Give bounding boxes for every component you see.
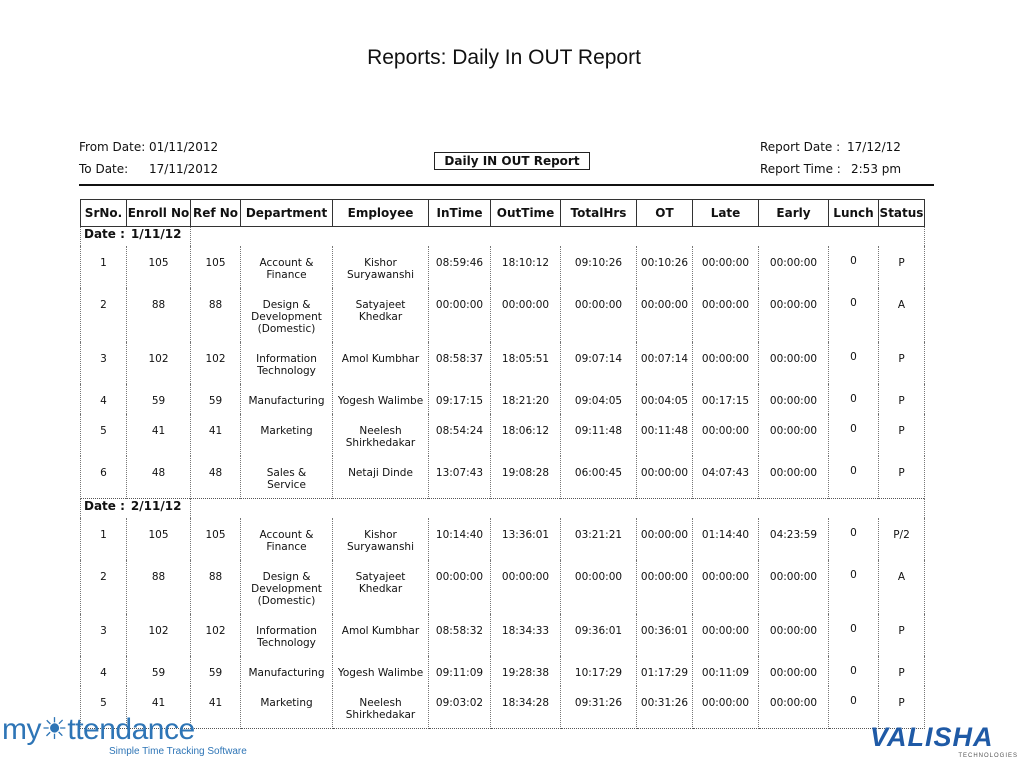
cell-status: A [879,288,925,342]
cell-in: 10:14:40 [429,518,491,560]
cell-emp: Kishor Suryawanshi [333,246,429,288]
cell-out: 19:28:38 [491,656,561,686]
cell-enroll: 59 [127,384,191,414]
cell-ref: 41 [191,686,241,729]
column-header: Late [693,200,759,227]
date-group-spacer [191,227,925,247]
cell-status: P [879,456,925,499]
cell-lunch: 0 [829,614,879,656]
cell-emp: Satyajeet Khedkar [333,288,429,342]
cell-lunch: 0 [829,686,879,729]
cell-out: 18:05:51 [491,342,561,384]
to-date-value: 17/11/2012 [149,162,219,176]
cell-out: 00:00:00 [491,560,561,614]
cell-out: 00:00:00 [491,288,561,342]
cell-dept: Information Technology [241,342,333,384]
column-header: OT [637,200,693,227]
cell-ref: 105 [191,518,241,560]
date-group-label [81,499,191,519]
cell-in: 00:00:00 [429,288,491,342]
cell-ref: 59 [191,384,241,414]
cell-late: 01:14:40 [693,518,759,560]
cell-in: 09:11:09 [429,656,491,686]
cell-sr: 3 [81,614,127,656]
cell-lunch: 0 [829,456,879,499]
cell-in: 13:07:43 [429,456,491,499]
cell-total: 00:00:00 [561,560,637,614]
cell-early: 00:00:00 [759,288,829,342]
cell-status: P [879,414,925,456]
report-title-box: Daily IN OUT Report [434,152,590,170]
column-header: TotalHrs [561,200,637,227]
cell-early: 00:00:00 [759,414,829,456]
cell-lunch: 0 [829,518,879,560]
cell-sr: 4 [81,384,127,414]
cell-ot: 00:10:26 [637,246,693,288]
cell-ref: 88 [191,288,241,342]
header-rule [79,184,934,186]
cell-early: 00:00:00 [759,656,829,686]
cell-late: 00:11:09 [693,656,759,686]
table-header-row [81,200,925,227]
cell-total: 09:31:26 [561,686,637,729]
myattendance-logo [2,712,252,762]
cell-total: 00:00:00 [561,288,637,342]
column-header: Early [759,200,829,227]
report-date-label: Report Date : [760,140,841,154]
cell-dept: Account & Finance [241,246,333,288]
date-group-label [81,227,191,247]
cell-early: 00:00:00 [759,456,829,499]
valisha-logo-word: VALISHA [870,722,994,752]
slide-title: Reports: Daily In OUT Report [367,46,641,69]
cell-in: 08:54:24 [429,414,491,456]
report-date [760,140,901,154]
cell-out: 18:21:20 [491,384,561,414]
cell-enroll: 88 [127,288,191,342]
column-header: InTime [429,200,491,227]
cell-enroll: 41 [127,686,191,729]
cell-late: 00:00:00 [693,560,759,614]
cell-dept: Marketing [241,414,333,456]
table-row [81,288,925,342]
cell-dept: Sales & Service [241,456,333,499]
cell-ref: 102 [191,342,241,384]
cell-status: P [879,686,925,729]
report-table [80,199,925,729]
cell-sr: 3 [81,342,127,384]
cell-out: 18:34:28 [491,686,561,729]
date-group-row [81,499,925,519]
cell-in: 00:00:00 [429,560,491,614]
cell-out: 18:34:33 [491,614,561,656]
table-row [81,614,925,656]
cell-emp: Amol Kumbhar [333,614,429,656]
cell-dept: Design & Development (Domestic) [241,288,333,342]
report-time-value: 2:53 pm [851,162,902,176]
column-header: Employee [333,200,429,227]
cell-lunch: 0 [829,656,879,686]
cell-total: 09:11:48 [561,414,637,456]
cell-ot: 00:00:00 [637,560,693,614]
table-row [81,656,925,686]
date-prefix: Date : [84,227,125,241]
to-date [79,162,218,176]
cell-enroll: 48 [127,456,191,499]
to-date-label: To Date: [79,162,129,176]
cell-status: A [879,560,925,614]
from-date-value: 01/11/2012 [149,140,219,154]
cell-dept: Marketing [241,686,333,729]
cell-dept: Manufacturing [241,384,333,414]
cell-ot: 00:04:05 [637,384,693,414]
cell-ot: 00:00:00 [637,518,693,560]
column-header: Lunch [829,200,879,227]
cell-ot: 00:00:00 [637,288,693,342]
myattendance-logo-word: my☀ttendance [2,713,195,746]
valisha-tagline: TECHNOLOGIES [958,753,1018,759]
cell-early: 00:00:00 [759,614,829,656]
cell-enroll: 102 [127,342,191,384]
table-row [81,560,925,614]
table-row [81,246,925,288]
cell-in: 08:58:37 [429,342,491,384]
column-header: Enroll No [127,200,191,227]
cell-lunch: 0 [829,414,879,456]
column-header: Department [241,200,333,227]
date-group-row [81,227,925,247]
table-row [81,414,925,456]
cell-lunch: 0 [829,560,879,614]
myattendance-tagline: Simple Time Tracking Software [109,746,247,757]
cell-late: 04:07:43 [693,456,759,499]
from-date [79,140,218,154]
cell-ot: 00:36:01 [637,614,693,656]
cell-dept: Account & Finance [241,518,333,560]
cell-ref: 48 [191,456,241,499]
cell-in: 09:17:15 [429,384,491,414]
cell-total: 06:00:45 [561,456,637,499]
cell-early: 00:00:00 [759,384,829,414]
cell-emp: Yogesh Walimbe [333,656,429,686]
cell-emp: Satyajeet Khedkar [333,560,429,614]
cell-late: 00:00:00 [693,614,759,656]
cell-early: 00:00:00 [759,246,829,288]
cell-ref: 105 [191,246,241,288]
cell-emp: Kishor Suryawanshi [333,518,429,560]
cell-enroll: 105 [127,246,191,288]
cell-enroll: 41 [127,414,191,456]
cell-emp: Neelesh Shirkhedakar [333,686,429,729]
table-row [81,518,925,560]
cell-in: 08:59:46 [429,246,491,288]
column-header: OutTime [491,200,561,227]
cell-enroll: 59 [127,656,191,686]
cell-ref: 102 [191,614,241,656]
cell-total: 09:07:14 [561,342,637,384]
cell-out: 13:36:01 [491,518,561,560]
cell-lunch: 0 [829,288,879,342]
cell-sr: 6 [81,456,127,499]
cell-lunch: 0 [829,384,879,414]
cell-enroll: 105 [127,518,191,560]
valisha-logo [870,722,1022,762]
cell-total: 03:21:21 [561,518,637,560]
cell-dept: Design & Development (Domestic) [241,560,333,614]
table-row [81,384,925,414]
cell-emp: Yogesh Walimbe [333,384,429,414]
cell-late: 00:00:00 [693,246,759,288]
report-time [760,162,901,176]
cell-early: 00:00:00 [759,342,829,384]
column-header: SrNo. [81,200,127,227]
cell-early: 04:23:59 [759,518,829,560]
cell-lunch: 0 [829,246,879,288]
cell-status: P [879,384,925,414]
cell-in: 08:58:32 [429,614,491,656]
cell-total: 09:36:01 [561,614,637,656]
cell-sr: 5 [81,414,127,456]
cell-status: P [879,656,925,686]
cell-total: 10:17:29 [561,656,637,686]
cell-late: 00:00:00 [693,342,759,384]
cell-late: 00:00:00 [693,414,759,456]
column-header: Status [879,200,925,227]
cell-status: P [879,342,925,384]
cell-status: P [879,246,925,288]
date-value: 2/11/12 [130,499,182,513]
cell-ot: 00:07:14 [637,342,693,384]
cell-early: 00:00:00 [759,560,829,614]
cell-emp: Neelesh Shirkhedakar [333,414,429,456]
cell-ot: 00:00:00 [637,456,693,499]
cell-emp: Netaji Dinde [333,456,429,499]
column-header: Ref No [191,200,241,227]
cell-sr: 4 [81,656,127,686]
cell-out: 19:08:28 [491,456,561,499]
cell-sr: 2 [81,288,127,342]
cell-status: P [879,614,925,656]
cell-ref: 59 [191,656,241,686]
cell-out: 18:10:12 [491,246,561,288]
cell-sr: 1 [81,518,127,560]
cell-total: 09:04:05 [561,384,637,414]
cell-ot: 00:11:48 [637,414,693,456]
date-group-spacer [191,499,925,519]
cell-early: 00:00:00 [759,686,829,729]
report-time-label: Report Time : [760,162,841,176]
cell-status: P/2 [879,518,925,560]
cell-out: 18:06:12 [491,414,561,456]
cell-sr: 5 [81,686,127,729]
date-value: 1/11/12 [130,227,182,241]
from-date-label: From Date: [79,140,146,154]
cell-emp: Amol Kumbhar [333,342,429,384]
cell-ot: 01:17:29 [637,656,693,686]
cell-enroll: 88 [127,560,191,614]
report-panel [79,137,941,721]
table-row [81,456,925,499]
cell-ref: 88 [191,560,241,614]
cell-dept: Manufacturing [241,656,333,686]
cell-enroll: 102 [127,614,191,656]
cell-late: 00:00:00 [693,288,759,342]
date-prefix: Date : [84,499,125,513]
cell-dept: Information Technology [241,614,333,656]
cell-ot: 00:31:26 [637,686,693,729]
cell-late: 00:17:15 [693,384,759,414]
cell-lunch: 0 [829,342,879,384]
cell-ref: 41 [191,414,241,456]
table-row [81,342,925,384]
cell-in: 09:03:02 [429,686,491,729]
cell-sr: 2 [81,560,127,614]
report-date-value: 17/12/12 [847,140,901,154]
cell-sr: 1 [81,246,127,288]
cell-late: 00:00:00 [693,686,759,729]
cell-total: 09:10:26 [561,246,637,288]
